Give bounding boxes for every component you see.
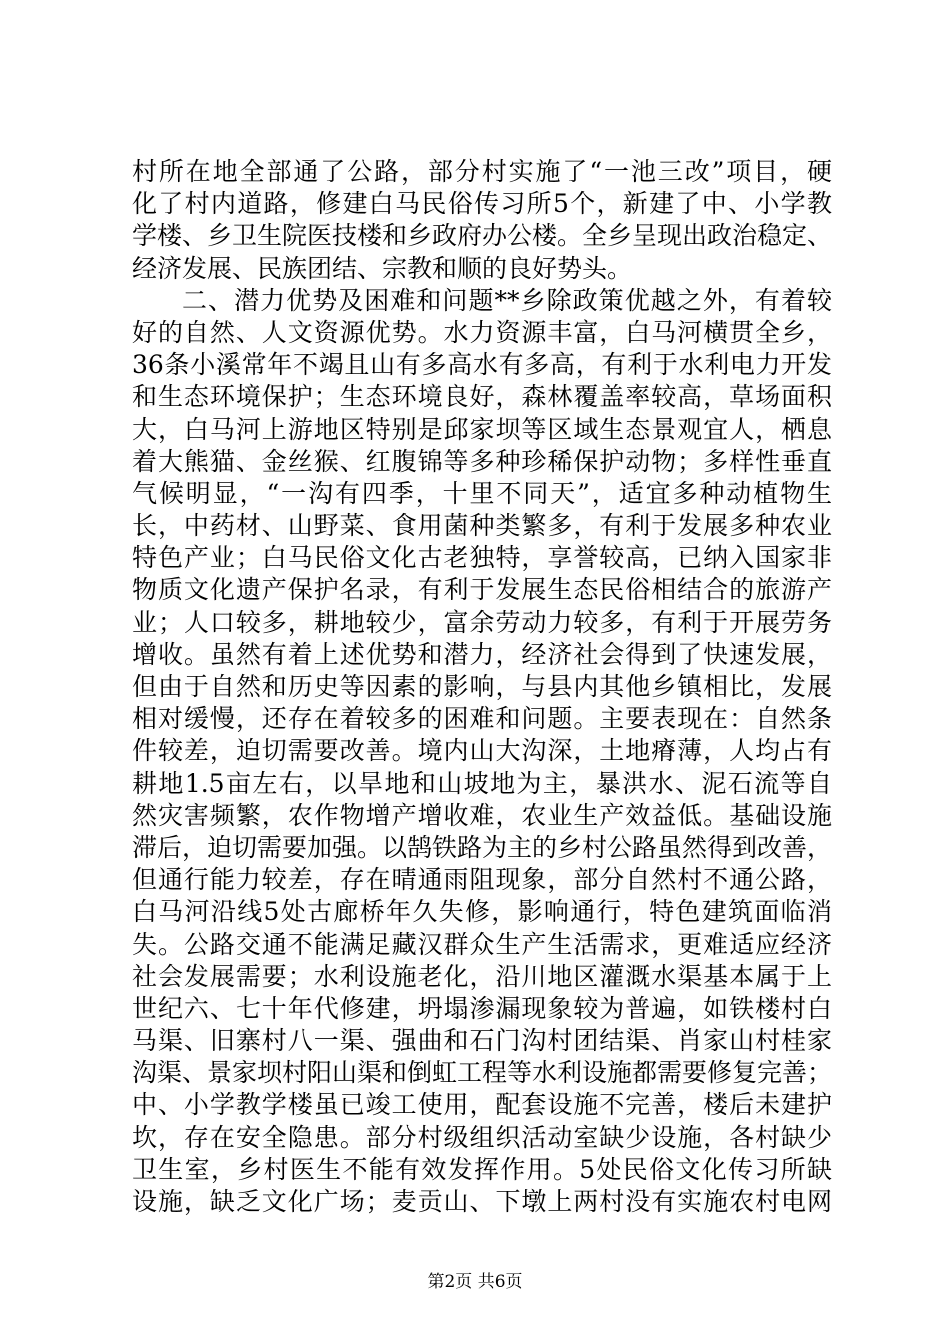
text-line: 但由于自然和历史等因素的影响，与县内其他乡镇相比，发展 (132, 672, 832, 701)
text-line: 耕地1.5亩左右，以旱地和山坡地为主，暴洪水、泥石流等自 (132, 768, 832, 798)
text-line: 长，中药材、山野菜、食用菌种类繁多，有利于发展多种农业 (132, 511, 832, 541)
text-line: 世纪六、七十年代修建，坍塌渗漏现象较为普遍，如铁楼村白 (132, 993, 832, 1023)
section-heading-line: 二、潜力优势及困难和问题**乡除政策优越之外，有着较 (182, 285, 832, 315)
text-line: 36条小溪常年不竭且山有多高水有多高，有利于水利电力开发 (132, 350, 832, 380)
text-line: 马渠、旧寨村八一渠、强曲和石门沟村团结渠、肖家山村桂家 (132, 1026, 832, 1056)
text-line: 大，白马河上游地区特别是邱家坝等区域生态景观宜人，栖息 (132, 414, 832, 444)
text-line: 学楼、乡卫生院医技楼和乡政府办公楼。全乡呈现出政治稳定、 (132, 221, 832, 251)
text-line: 增收。虽然有着上述优势和潜力，经济社会得到了快速发展， (132, 639, 832, 669)
text-line: 失。公路交通不能满足藏汉群众生产生活需求，更难适应经济 (132, 929, 832, 959)
text-line: 社会发展需要；水利设施老化，沿川地区灌溉水渠基本属于上 (132, 961, 832, 991)
text-line: 但通行能力较差，存在晴通雨阻现象，部分自然村不通公路， (132, 865, 832, 895)
text-line: 设施，缺乏文化广场；麦贡山、下墩上两村没有实施农村电网 (132, 1187, 832, 1216)
text-line: 和生态环境保护；生态环境良好，森林覆盖率较高，草场面积 (132, 382, 832, 412)
text-line: 村所在地全部通了公路，部分村实施了“一池三改”项目，硬 (132, 157, 832, 186)
text-line: 特色产业；白马民俗文化古老独特，享誉较高，已纳入国家非 (132, 543, 832, 573)
text-line: 滞后，迫切需要加强。以鹄铁路为主的乡村公路虽然得到改善， (132, 832, 832, 862)
text-line: 中、小学教学楼虽已竣工使用，配套设施不完善，楼后未建护 (132, 1090, 832, 1120)
text-line: 气候明显，“一沟有四季，十里不同天”，适宜多种动植物生 (132, 478, 832, 508)
text-line: 沟渠、景家坝村阳山渠和倒虹工程等水利设施都需要修复完善； (132, 1058, 832, 1088)
text-line: 化了村内道路，修建白马民俗传习所5个，新建了中、小学教 (132, 189, 832, 219)
text-line: 然灾害频繁，农作物增产增收难，农业生产效益低。基础设施 (132, 800, 832, 830)
document-body (132, 156, 832, 1218)
text-line: 白马河沿线5处古廊桥年久失修，影响通行，特色建筑面临消 (132, 897, 832, 927)
page-number-footer: 第2页 共6页 (427, 1272, 523, 1292)
text-line: 坎，存在安全隐患。部分村级组织活动室缺少设施，各村缺少 (132, 1122, 832, 1152)
text-line: 卫生室，乡村医生不能有效发挥作用。5处民俗文化传习所缺 (132, 1154, 832, 1184)
text-line: 件较差，迫切需要改善。境内山大沟深，土地瘠薄，人均占有 (132, 736, 832, 766)
text-line: 好的自然、人文资源优势。水力资源丰富，白马河横贯全乡， (132, 317, 832, 347)
text-line: 相对缓慢，还存在着较多的困难和问题。主要表现在：自然条 (132, 704, 832, 734)
text-line: 物质文化遗产保护名录，有利于发展生态民俗相结合的旅游产 (132, 575, 832, 605)
text-line: 着大熊猫、金丝猴、红腹锦等多种珍稀保护动物；多样性垂直 (132, 446, 832, 476)
text-line: 经济发展、民族团结、宗教和顺的良好势头。 (132, 253, 633, 283)
text-line: 业；人口较多，耕地较少，富余劳动力较多，有利于开展劳务 (132, 607, 832, 637)
